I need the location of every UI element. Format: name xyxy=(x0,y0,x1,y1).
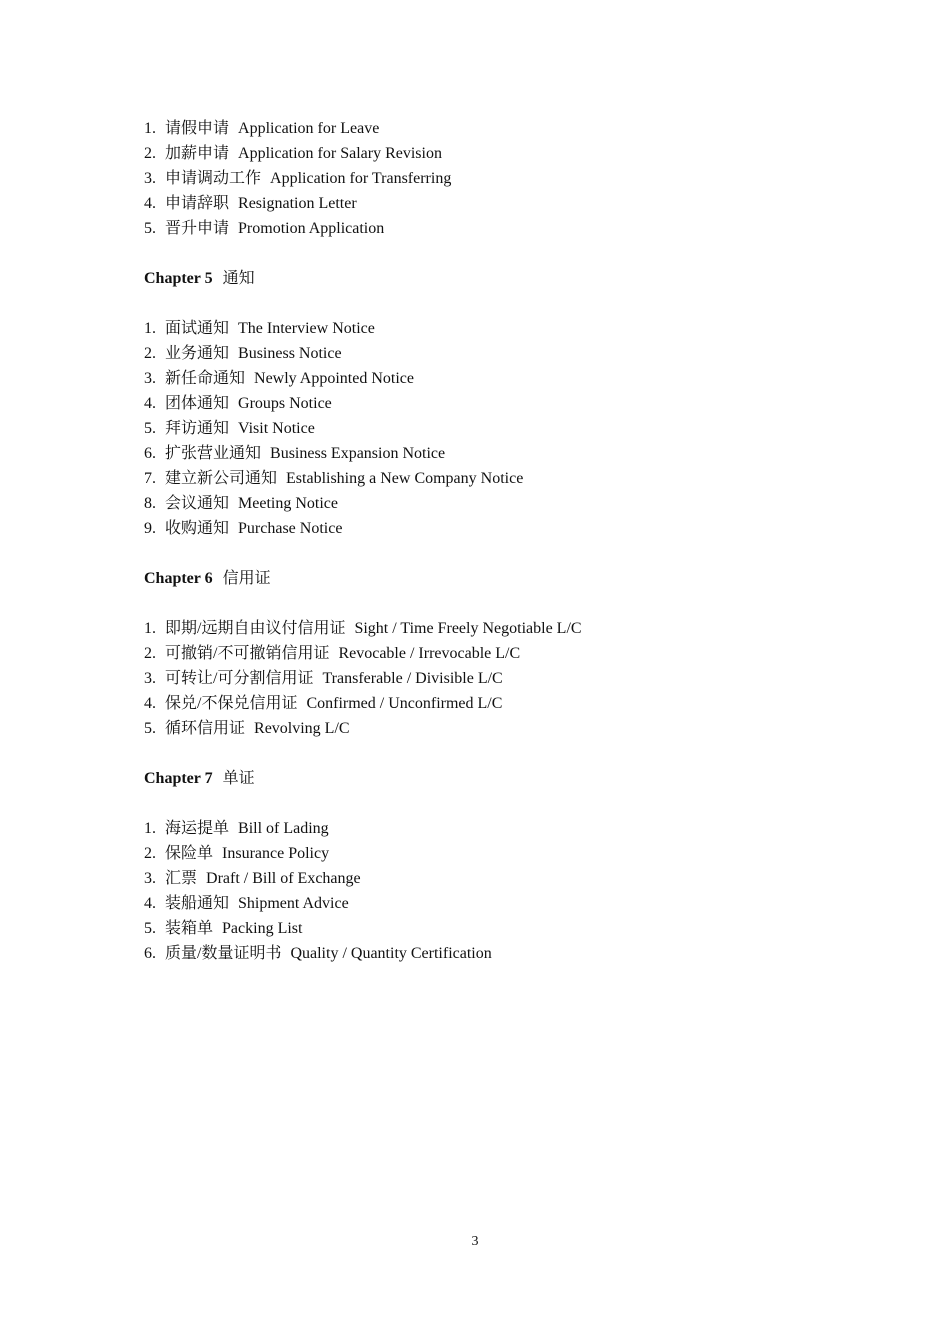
spacer xyxy=(144,241,824,266)
list-item: 2. 保险单 Insurance Policy xyxy=(144,845,330,862)
list-item: 6. 质量/数量证明书 Quality / Quantity Certification xyxy=(144,945,492,962)
section-chapter-6 xyxy=(144,566,824,741)
chapter-title-zh: 信用证 xyxy=(222,570,271,587)
page-number: 3 xyxy=(471,1234,479,1249)
list-item: 5. 循环信用证 Revolving L/C xyxy=(144,720,350,737)
list-item: 5. 装箱单 Packing List xyxy=(144,920,303,937)
list-item: 1. 海运提单 Bill of Lading xyxy=(144,820,329,837)
list-item: 1. 即期/远期自由议付信用证 Sight / Time Freely Negotiable L/C xyxy=(144,620,582,637)
list-item: 7. 建立新公司通知 Establishing a New Company Notice xyxy=(144,470,524,487)
list-item: 6. 扩张营业通知 Business Expansion Notice xyxy=(144,445,446,462)
list-item: 3. 可转让/可分割信用证 Transferable / Divisible L/C xyxy=(144,670,503,687)
document-page xyxy=(144,116,824,966)
chapter-label: Chapter 5 xyxy=(144,270,213,287)
list-item: 4. 申请辞职 Resignation Letter xyxy=(144,195,357,212)
section-chapter-7 xyxy=(144,766,824,966)
list-item: 3. 新任命通知 Newly Appointed Notice xyxy=(144,370,414,387)
section-applications xyxy=(144,116,824,241)
list-item: 4. 保兑/不保兑信用证 Confirmed / Unconfirmed L/C xyxy=(144,695,503,712)
list-item: 1. 面试通知 The Interview Notice xyxy=(144,320,375,337)
spacer xyxy=(144,791,824,816)
list-item: 4. 团体通知 Groups Notice xyxy=(144,395,332,412)
section-chapter-5 xyxy=(144,266,824,541)
spacer xyxy=(144,591,824,616)
list-item: 9. 收购通知 Purchase Notice xyxy=(144,520,343,537)
chapter-label: Chapter 7 xyxy=(144,770,213,787)
chapter-title-zh: 单证 xyxy=(222,770,255,787)
list-item: 3. 汇票 Draft / Bill of Exchange xyxy=(144,870,361,887)
list-item: 2. 可撤销/不可撤销信用证 Revocable / Irrevocable L/C xyxy=(144,645,521,662)
list-item: 2. 加薪申请 Application for Salary Revision xyxy=(144,145,442,162)
spacer xyxy=(144,741,824,766)
chapter-heading xyxy=(144,766,824,791)
list-item: 5. 拜访通知 Visit Notice xyxy=(144,420,315,437)
chapter-heading xyxy=(144,266,824,291)
list-item: 1. 请假申请 Application for Leave xyxy=(144,120,380,137)
chapter-heading xyxy=(144,566,824,591)
spacer xyxy=(144,541,824,566)
list-item: 5. 晋升申请 Promotion Application xyxy=(144,220,385,237)
list-item: 4. 装船通知 Shipment Advice xyxy=(144,895,349,912)
list-item: 8. 会议通知 Meeting Notice xyxy=(144,495,338,512)
list-item: 3. 申请调动工作 Application for Transferring xyxy=(144,170,452,187)
chapter-label: Chapter 6 xyxy=(144,570,213,587)
list-item: 2. 业务通知 Business Notice xyxy=(144,345,342,362)
spacer xyxy=(144,291,824,316)
chapter-title-zh: 通知 xyxy=(222,270,255,287)
